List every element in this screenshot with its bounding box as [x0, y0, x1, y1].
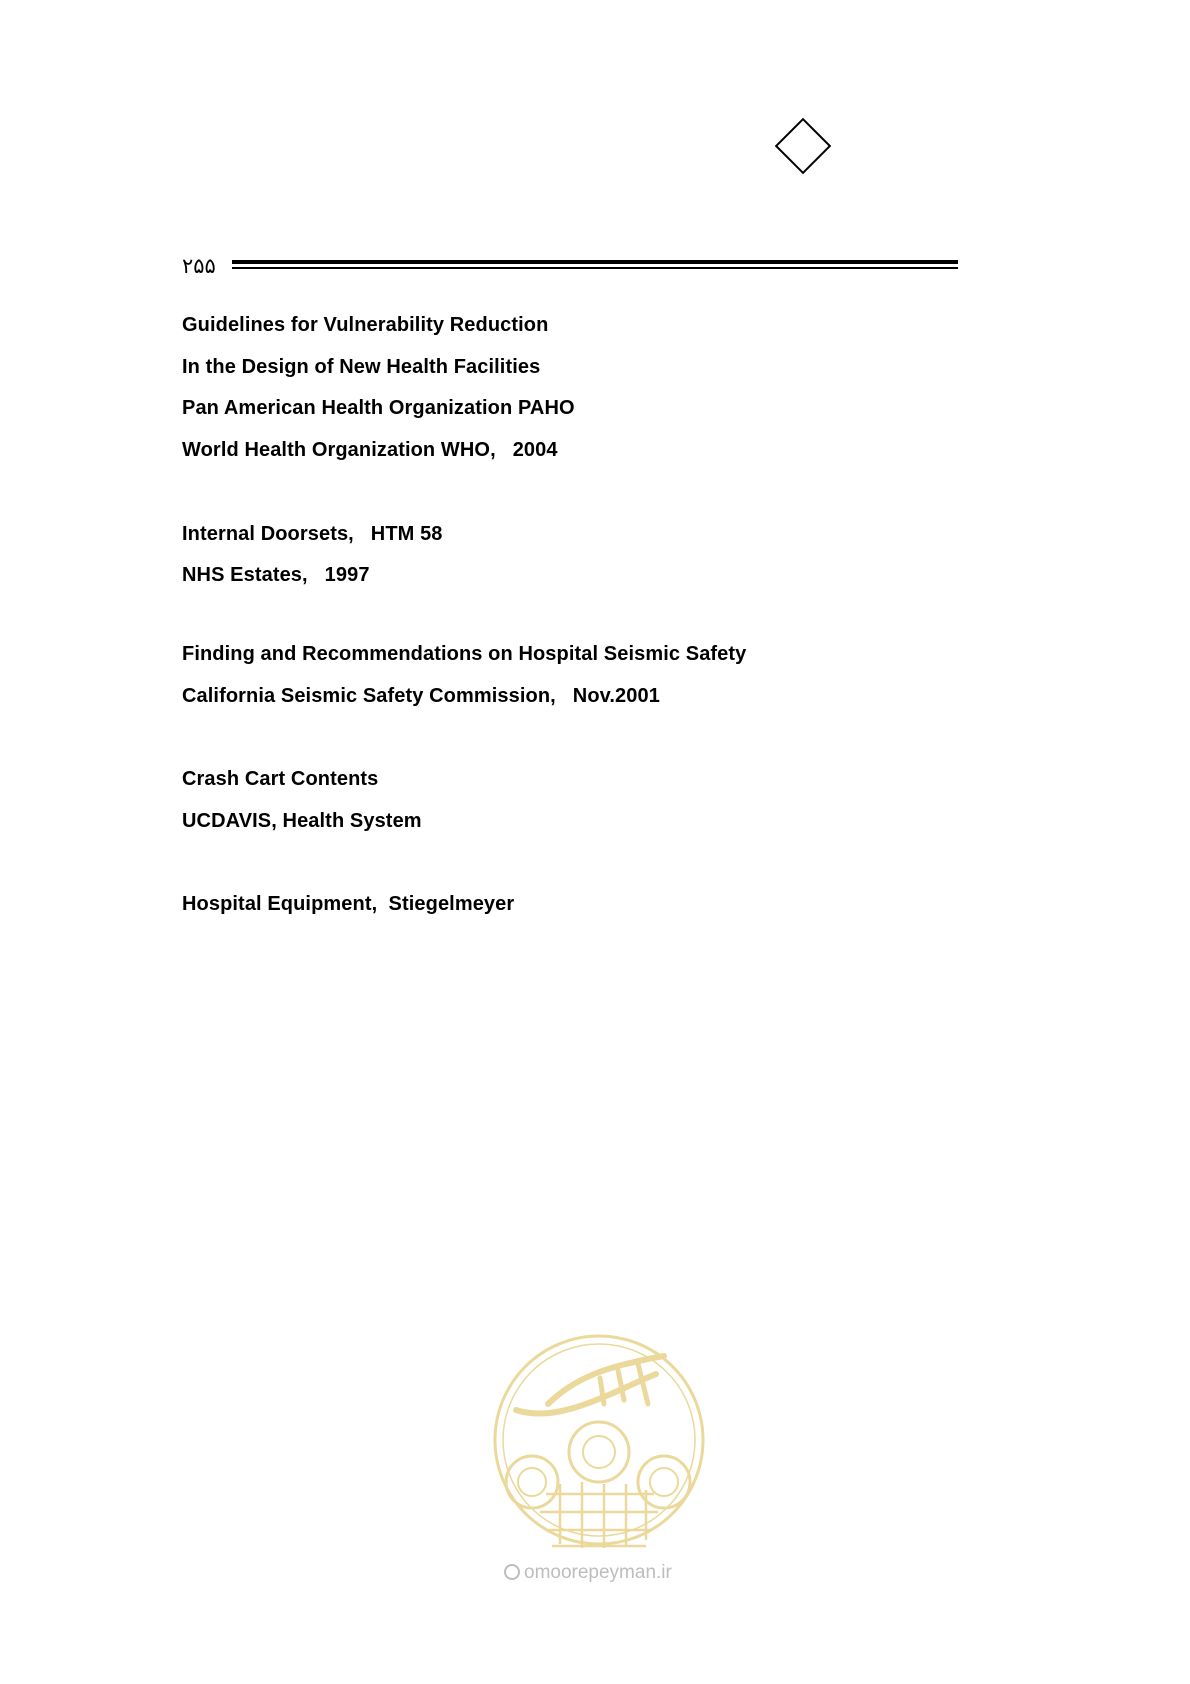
reference-1-publisher-year: World Health Organization WHO, 2004	[182, 439, 558, 461]
reference-5-title: Hospital Equipment, Stiegelmeyer	[182, 893, 515, 915]
watermark-seal-icon	[488, 1334, 710, 1586]
header-rule-thin	[232, 267, 958, 269]
reference-1-title: Guidelines for Vulnerability Reduction	[182, 314, 549, 336]
reference-2-publisher-year: NHS Estates, 1997	[182, 564, 370, 586]
page-header	[182, 254, 958, 278]
reference-1-publisher: Pan American Health Organization PAHO	[182, 397, 575, 419]
watermark-logo	[488, 1334, 710, 1586]
reference-2-title: Internal Doorsets, HTM 58	[182, 523, 443, 545]
header-rule-thick	[232, 260, 958, 264]
reference-4-title: Crash Cart Contents	[182, 768, 379, 790]
reference-4-publisher: UCDAVIS, Health System	[182, 810, 422, 832]
watermark-site-text	[488, 1556, 710, 1586]
reference-3-title: Finding and Recommendations on Hospital Seismic Safety	[182, 643, 747, 665]
reference-1-subtitle: In the Design of New Health Facilities	[182, 356, 541, 378]
svg-text:omoorepeyman.ir: omoorepeyman.ir	[524, 1562, 672, 1583]
reference-3-publisher-date: California Seismic Safety Commission, Nov.2001	[182, 685, 660, 707]
page-number: ۲۵۵	[182, 254, 216, 278]
diamond-ornament-icon	[775, 118, 832, 175]
